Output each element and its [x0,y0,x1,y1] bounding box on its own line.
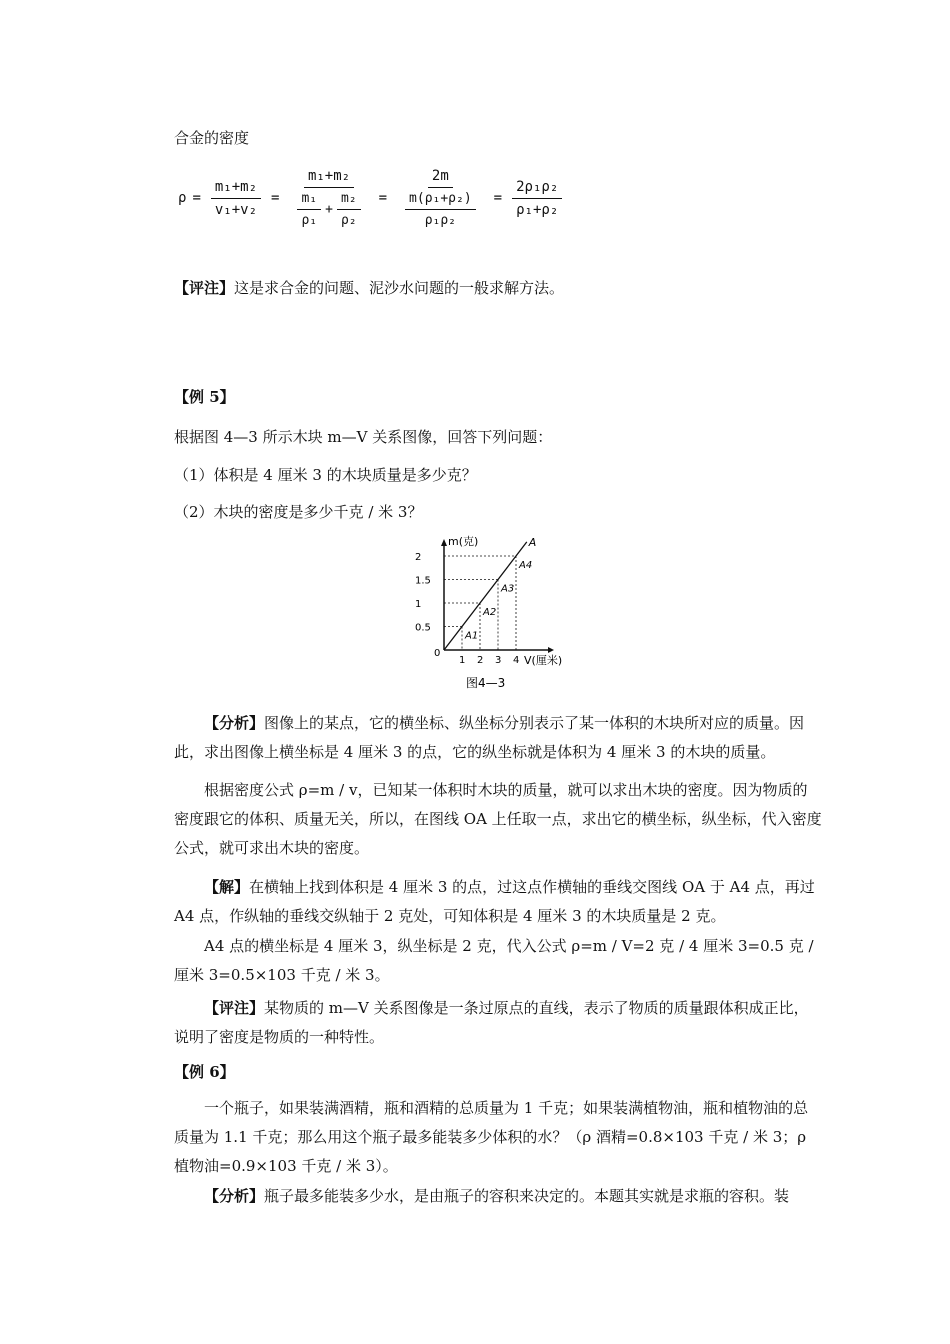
analysis-6: 【分析】瓶子最多能装多少水，是由瓶子的容积来决定的。本题其实就是求瓶的容积。装 [204,1187,790,1205]
line-label-a: A [528,535,537,549]
solution-5: 【解】在横轴上找到体积是 4 厘米 3 的点，过这点作横轴的垂线交图线 OA 于 A4 点，再过 A4 点，作纵轴的垂线交纵轴于 2 克处，可知体积是 4 厘米 3 的木块质量是 2 克。 [174,878,815,925]
x-tick-4: 4 [513,655,520,666]
y-axis-label: m(克) [448,535,479,548]
equals-sign: = [192,190,201,206]
x-axis-label: V(厘米) [524,654,563,667]
example-5-title: 【例 5】 [174,388,235,406]
example-5-q1: （1）体积是 4 厘米 3 的木块质量是多少克？ [174,466,477,484]
equals-sign: = [271,190,280,206]
point-label-a4: A4 [519,560,533,571]
x-tick-3: 3 [495,655,502,666]
y-tick-1: 1 [415,599,422,610]
example-5-q2: （2）木块的密度是多少千克 / 米 3？ [174,503,423,521]
example-6-title: 【例 6】 [174,1063,235,1081]
fraction-3: $\frac{2m}{\frac{\text{m(ρ₁+ρ₂)}}{\text{ρ₁ρ₂}}}$ [397,168,484,228]
rho-symbol: ρ [178,190,187,206]
x-tick-2: 2 [477,655,484,666]
solution-5-p2: A4 点的横坐标是 4 厘米 3，纵坐标是 2 克，代入公式 ρ=m / V=2 克 / 4 厘米 3=0.5 克 / 厘米 3=0.5×103 千克 / 米 3。 [174,937,814,984]
fraction-1: $\frac{\text{m₁+m₂}}{\text{v₁+v₂}}$ [211,179,261,218]
equals-sign: = [378,190,388,206]
density-formula [178,158,566,238]
analysis-5-p2: 根据密度公式 ρ=m / v，已知某一体积时木块的质量，就可以求出木块的密度。因为物质的密度跟它的体积、质量无关，所以，在图线 OA 上任取一点，求出它的横坐标，纵坐标，代入密度公式，就可求出木块的密度。 [174,781,822,857]
comment-1: 【评注】这是求合金的问题、泥沙水问题的一般求解方法。 [174,279,565,297]
y-tick-0.5: 0.5 [415,622,431,634]
example-6-text: 一个瓶子，如果装满酒精，瓶和酒精的总质量为 1 千克；如果装满植物油，瓶和植物油的总质量为 1.1 千克；那么用这个瓶子最多能装多少体积的水？（ρ 酒精=0.8×103 千克 / 米 3；ρ 植物油=0.9×103 千克 / 米 3）。 [174,1099,809,1175]
y-axis-arrow [441,539,447,546]
figure-caption: 图4—3 [466,676,506,690]
x-axis-arrow [548,647,554,653]
x-tick-1: 1 [459,655,466,666]
analysis-5: 【分析】图像上的某点，它的横坐标、纵坐标分别表示了某一体积的木块所对应的质量。因此，求出图像上横坐标是 4 厘米 3 的点，它的纵坐标就是体积为 4 厘米 3 的木块的质量。 [174,714,805,761]
intro-text: 合金的密度 [174,129,250,147]
fraction-4: $\frac{\text{2ρ₁ρ₂}}{\text{ρ₁+ρ₂}}$ [512,179,562,218]
fraction-2: m₁+m₂ $\frac{\text{m₁}}{\text{ρ₁}}$ + $\frac{\text{m₂}}{\text{ρ₂}}$ [289,168,368,228]
example-5-question: 根据图 4—3 所示木块 m—V 关系图像，回答下列问题： [174,428,553,446]
comment-2: 【评注】某物质的 m—V 关系图像是一条过原点的直线，表示了物质的质量跟体积成正比，说明了密度是物质的一种特性。 [174,999,809,1046]
data-line-oa [444,542,527,650]
y-tick-2: 2 [415,552,422,563]
point-label-a3: A3 [501,583,515,595]
point-label-a2: A2 [483,607,497,618]
point-label-a1: A1 [465,630,479,642]
equals-sign: = [493,190,503,206]
mass-volume-chart [408,531,584,691]
origin-label: 0 [434,648,441,659]
y-tick-1.5: 1.5 [415,575,431,587]
